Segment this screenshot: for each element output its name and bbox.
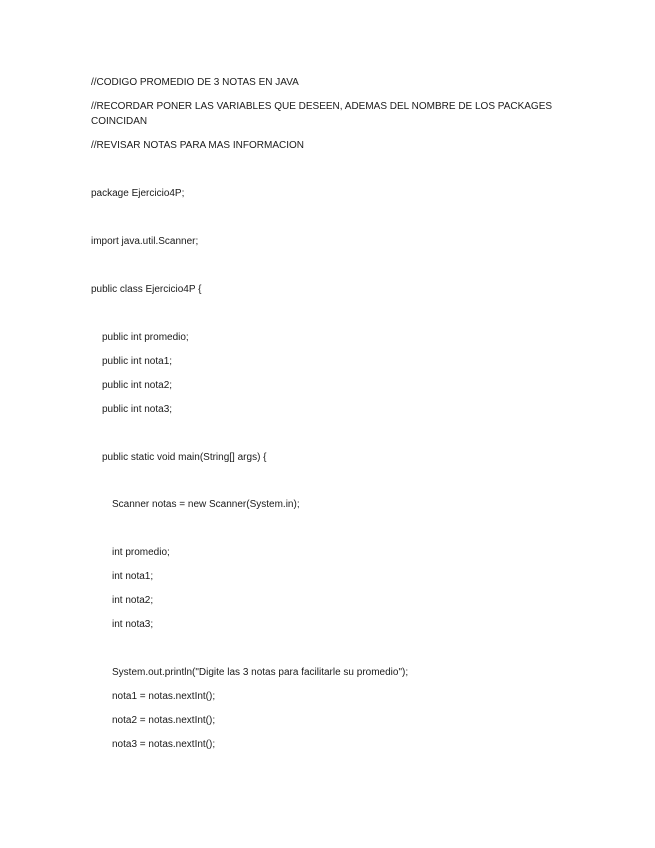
local-variable-declaration: int promedio; — [112, 547, 170, 558]
import-statement: import java.util.Scanner; — [91, 236, 199, 247]
read-input-statement: nota3 = notas.nextInt(); — [112, 739, 216, 750]
field-declaration: public int nota2; — [102, 380, 173, 391]
package-declaration: package Ejercicio4P; — [91, 188, 185, 199]
read-input-statement: nota2 = notas.nextInt(); — [112, 715, 216, 726]
main-method-declaration: public static void main(String[] args) { — [102, 452, 267, 463]
field-declaration: public int nota3; — [102, 404, 173, 415]
comment-title: //CODIGO PROMEDIO DE 3 NOTAS EN JAVA — [91, 77, 299, 88]
comment-reminder-continued: COINCIDAN — [91, 116, 148, 127]
local-variable-declaration: int nota3; — [112, 619, 154, 630]
comment-reminder: //RECORDAR PONER LAS VARIABLES QUE DESEEN, ADEMAS DEL NOMBRE DE LOS PACKAGES — [91, 101, 553, 112]
local-variable-declaration: int nota2; — [112, 595, 154, 606]
local-variable-declaration: int nota1; — [112, 571, 154, 582]
comment-review-notes: //REVISAR NOTAS PARA MAS INFORMACION — [91, 140, 304, 151]
class-declaration: public class Ejercicio4P { — [91, 284, 202, 295]
field-declaration: public int promedio; — [102, 332, 189, 343]
field-declaration: public int nota1; — [102, 356, 173, 367]
read-input-statement: nota1 = notas.nextInt(); — [112, 691, 216, 702]
scanner-declaration: Scanner notas = new Scanner(System.in); — [112, 499, 300, 510]
println-statement: System.out.println("Digite las 3 notas para facilitarle su promedio"); — [112, 667, 409, 678]
